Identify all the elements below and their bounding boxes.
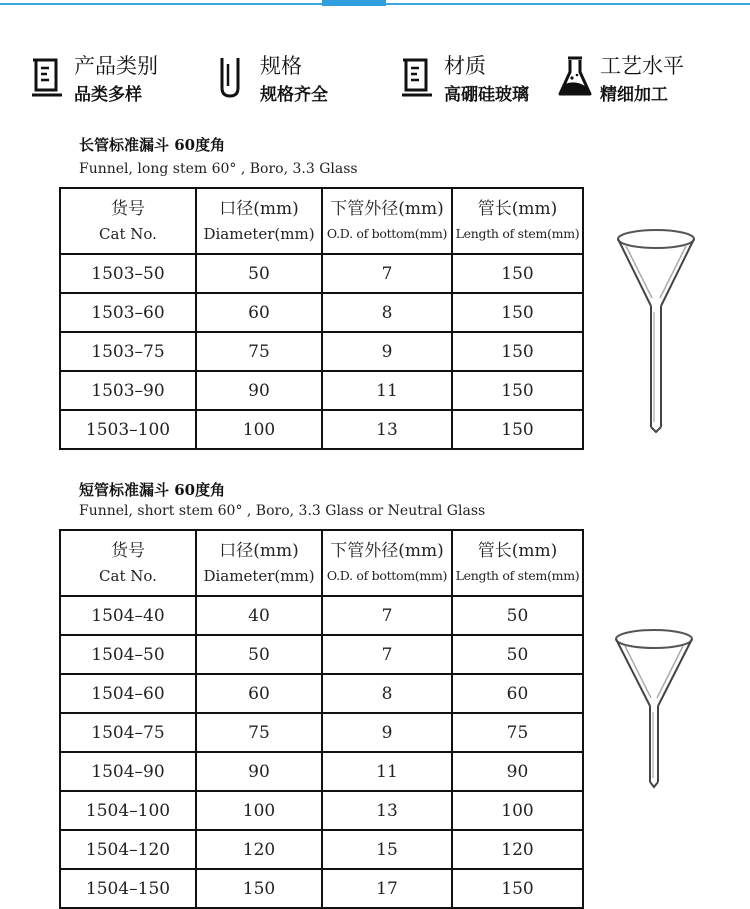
- header-stem-length: 管长(mm) Length of stem(mm): [452, 188, 583, 254]
- cell-cat-no: 1504–150: [60, 869, 196, 908]
- cell-stem-length: 100: [452, 791, 583, 830]
- cell-cat-no: 1503–75: [60, 332, 196, 371]
- header-od-bottom: 下管外径(mm) O.D. of bottom(mm): [322, 188, 452, 254]
- feature-title: 规格: [260, 54, 302, 78]
- header-cat-no: 货号 Cat No.: [60, 530, 196, 596]
- cell-stem-length: 60: [452, 674, 583, 713]
- feature-subtitle: 品类多样: [74, 85, 142, 105]
- cell-diameter: 150: [196, 869, 322, 908]
- cell-cat-no: 1503–50: [60, 254, 196, 293]
- feature-subtitle: 高硼硅玻璃: [444, 85, 529, 105]
- cell-od-bottom: 8: [322, 293, 452, 332]
- table-header-row: [60, 188, 583, 254]
- section-subtitle-short-stem: Funnel, short stem 60° , Boro, 3.3 Glass or Neutral Glass: [79, 503, 486, 519]
- feature-subtitle: 精细加工: [600, 85, 668, 105]
- top-accent-bar: [0, 0, 750, 6]
- header-diameter: 口径(mm) Diameter(mm): [196, 188, 322, 254]
- cell-cat-no: 1504–50: [60, 635, 196, 674]
- header-diameter: 口径(mm) Diameter(mm): [196, 530, 322, 596]
- feature-subtitle: 规格齐全: [260, 85, 328, 105]
- feature-title: 工艺水平: [600, 54, 684, 78]
- feature-title: 产品类别: [74, 54, 158, 78]
- table-row: [60, 713, 583, 752]
- short-stem-funnel-illustration: [612, 624, 696, 790]
- beaker-icon: [32, 56, 62, 98]
- cell-diameter: 40: [196, 596, 322, 635]
- spec-table-short-stem: [59, 529, 584, 909]
- cell-od-bottom: 7: [322, 635, 452, 674]
- cell-stem-length: 150: [452, 371, 583, 410]
- flask-icon: [558, 56, 592, 98]
- section-title-long-stem: 长管标准漏斗 60度角: [79, 136, 226, 154]
- cell-cat-no: 1503–60: [60, 293, 196, 332]
- table-row: [60, 635, 583, 674]
- cell-stem-length: 50: [452, 596, 583, 635]
- cell-diameter: 120: [196, 830, 322, 869]
- table-row: [60, 596, 583, 635]
- header-od-bottom: 下管外径(mm) O.D. of bottom(mm): [322, 530, 452, 596]
- cell-stem-length: 150: [452, 254, 583, 293]
- cell-od-bottom: 9: [322, 713, 452, 752]
- cell-diameter: 90: [196, 752, 322, 791]
- cell-od-bottom: 11: [322, 371, 452, 410]
- table-row: [60, 410, 583, 449]
- table-row: [60, 869, 583, 908]
- feature-strip: [0, 50, 750, 110]
- cell-diameter: 90: [196, 371, 322, 410]
- cell-cat-no: 1504–90: [60, 752, 196, 791]
- cell-od-bottom: 9: [322, 332, 452, 371]
- cell-diameter: 100: [196, 791, 322, 830]
- cell-cat-no: 1504–60: [60, 674, 196, 713]
- cell-od-bottom: 15: [322, 830, 452, 869]
- cell-od-bottom: 7: [322, 596, 452, 635]
- section-title-short-stem: 短管标准漏斗 60度角: [79, 481, 226, 499]
- cell-cat-no: 1504–100: [60, 791, 196, 830]
- table-row: [60, 752, 583, 791]
- feature-title: 材质: [444, 54, 486, 78]
- table-row: [60, 254, 583, 293]
- section-subtitle-long-stem: Funnel, long stem 60° , Boro, 3.3 Glass: [79, 161, 358, 177]
- cell-od-bottom: 7: [322, 254, 452, 293]
- cell-od-bottom: 8: [322, 674, 452, 713]
- long-stem-funnel-illustration: [614, 222, 698, 434]
- cell-cat-no: 1504–40: [60, 596, 196, 635]
- cell-stem-length: 150: [452, 410, 583, 449]
- cell-diameter: 75: [196, 332, 322, 371]
- top-accent-tab: [322, 0, 386, 6]
- cell-stem-length: 90: [452, 752, 583, 791]
- table-row: [60, 293, 583, 332]
- table-row: [60, 332, 583, 371]
- header-cat-no: 货号 Cat No.: [60, 188, 196, 254]
- cell-cat-no: 1504–120: [60, 830, 196, 869]
- cell-diameter: 75: [196, 713, 322, 752]
- cell-od-bottom: 13: [322, 410, 452, 449]
- cell-stem-length: 75: [452, 713, 583, 752]
- cell-diameter: 60: [196, 674, 322, 713]
- table-row: [60, 791, 583, 830]
- spec-table-long-stem: [59, 187, 584, 450]
- cell-diameter: 60: [196, 293, 322, 332]
- table-header-row: [60, 530, 583, 596]
- cell-od-bottom: 11: [322, 752, 452, 791]
- cell-stem-length: 150: [452, 293, 583, 332]
- cell-diameter: 50: [196, 254, 322, 293]
- cell-od-bottom: 13: [322, 791, 452, 830]
- cell-stem-length: 150: [452, 869, 583, 908]
- cell-stem-length: 50: [452, 635, 583, 674]
- cell-cat-no: 1504–75: [60, 713, 196, 752]
- cell-diameter: 50: [196, 635, 322, 674]
- cell-cat-no: 1503–100: [60, 410, 196, 449]
- cell-od-bottom: 17: [322, 869, 452, 908]
- cell-diameter: 100: [196, 410, 322, 449]
- table-row: [60, 830, 583, 869]
- table-row: [60, 674, 583, 713]
- cell-cat-no: 1503–90: [60, 371, 196, 410]
- cell-stem-length: 120: [452, 830, 583, 869]
- cell-stem-length: 150: [452, 332, 583, 371]
- test-tube-icon: [218, 56, 248, 98]
- header-stem-length: 管长(mm) Length of stem(mm): [452, 530, 583, 596]
- beaker-icon: [402, 56, 432, 98]
- table-row: [60, 371, 583, 410]
